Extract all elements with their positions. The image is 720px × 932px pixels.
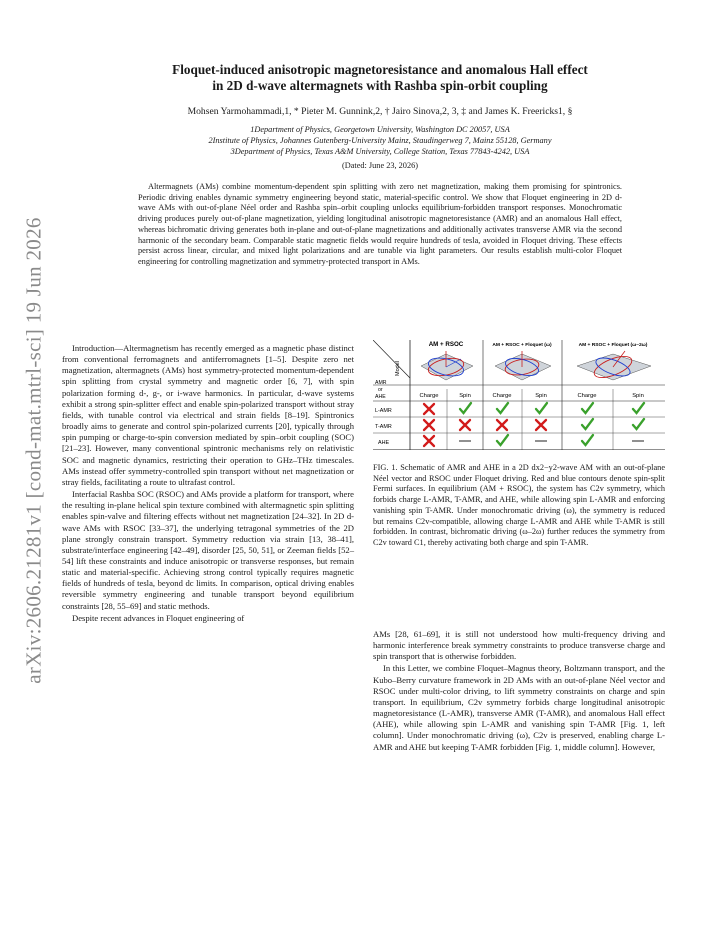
abstract-text: Altermagnets (AMs) combine momentum-dependent spin splitting with zero net magnetization, making them promising for spintronics. Periodic driving enables dynamic symmetry engineering beyond static, material-specific control. We show that Floquet engineering in 2D d-wave AMs with out-of-plane Néel order and Rashba spin–orbit coupling unlocks equilibrium-forbidden transport responses. Monochromatic driving produces purely out-of-plane magnetization, yielding longitudinal anisotropic magnetoresistance (AMR) and an anomalous Hall effect, whereas bichromatic driving generates both in-plane and out-of-plane magnetizations and additionally activates transverse AMR via the second harmonic of the secondary beam. Comparable static magnetic fields would require hundreds of tesla, avoided in Floquet driving. These effects persist across linear, circular, and mixed light polarizations and are tunable via light parameters. Our results establish multi-color Floquet engineering for controlling magnetization and symmetry-protected transport in AMs. xyxy=(138,182,622,266)
fermi-surface-panel-2 xyxy=(495,351,551,380)
affiliation-1: 1Department of Physics, Georgetown University, Washington DC 20057, USA xyxy=(250,125,510,134)
figure-1-schematic xyxy=(373,340,665,450)
paper-title xyxy=(90,62,670,94)
fig-cell-check-icon xyxy=(633,403,644,413)
figure-1-caption: FIG. 1. Schematic of AMR and AHE in a 2D dx2−y2-wave AM with an out-of-plane Néel vector and RSOC under Floquet driving. Red and blue contours denote spin-split Fermi surfaces. In equilibrium (AM + RSOC), the system has C2v symmetry, which forbids charge L-AMR, T-AMR, and AHE, while allowing spin L-AMR and enforcing vanishing spin T-AMR. Under monochromatic driving (ω), the symmetry is reduced but remains C2v-compatible, allowing charge L-AMR and AHE while T-AMR is still forbidden. In contrast, bichromatic driving (ω–2ω) further reduces the symmetry from C2v toward C1, thereby activating both charge and spin T-AMR. xyxy=(373,463,665,547)
fig-col-floquet-w2w: AM + RSOC + Floquet (ω–2ω) xyxy=(578,343,648,348)
fig-row-l-amr: L-AMR xyxy=(375,408,392,414)
arxiv-id-text: arXiv:2606.21281v1 [cond-mat.mtrl-sci] 19 Jun 2026 xyxy=(21,216,46,684)
fig-ahe-header-label: AHE xyxy=(375,394,386,400)
fig-charge-2: Charge xyxy=(492,393,512,399)
fig-spin-3: Spin xyxy=(632,393,644,399)
abstract xyxy=(138,182,622,268)
affiliations xyxy=(90,124,670,157)
title-line-2: in 2D d-wave altermagnets with Rashba spin-orbit coupling xyxy=(212,78,548,93)
fig-cell-check-icon xyxy=(582,419,593,429)
affiliation-2: 2Institute of Physics, Johannes Gutenberg-University Mainz, Staudingerweg 7, Mainz 55128, Germany xyxy=(208,136,552,145)
intro-paragraph: Introduction—Altermagnetism has recently emerged as a magnetic phase distinct from conventional ferromagnets and antiferromagnets [1–5]. Despite zero net magnetization, altermagnets (AMs) host symmetry-protected momentum-dependent spin splitting from crystal symmetry and magnetic order [6, 7], with spin polarization forming d-, g-, or i-wave harmonics. In particular, d-wave systems exhibit a strong spin-splitter effect and enable spin-polarized transport without stray fields, with tunable control via electrical and strain fields [8–19]. Spintronics broadly aims to generate and control spin-polarized currents [20], typically through spin pumping or charge-to-spin conversion mediated by spin–orbit coupling (SOC) [21–23]. However, many conventional spintronic mechanisms rely on relativistic SOC and magnetic dynamics, restricting their operation to GHz–THz timescales. AMs instead offer symmetry-controlled spin transport without net magnetization or stray fields, facilitating a route to ultrafast control. xyxy=(62,343,354,487)
figure-cell-marks xyxy=(424,403,644,446)
fig-cell-check-icon xyxy=(497,435,508,445)
fig-spin-2: Spin xyxy=(535,393,547,399)
fig-amr-label: AMR xyxy=(375,380,387,386)
right-paragraph-1: AMs [28, 61–69], it is still not understood how multi-frequency driving and harmonic interference break symmetry constraints to produce transverse charge and spin transport that is otherwise forbidden. xyxy=(373,629,665,662)
fig-charge-3: Charge xyxy=(577,393,597,399)
fig-cell-cross-icon xyxy=(460,420,470,430)
fig-col-floquet-w: AM + RSOC + Floquet (ω) xyxy=(492,343,552,348)
fig-col-am-rsoc: AM + RSOC xyxy=(428,341,464,348)
fig-cell-check-icon xyxy=(633,419,644,429)
right-column xyxy=(373,629,665,754)
fig-cell-check-icon xyxy=(460,403,471,413)
right-paragraph-2: In this Letter, we combine Floquet–Magnus theory, Boltzmann transport, and the Kubo–Berry curvature framework in 2D AMs with an out-of-plane Néel vector and RSOC under multi-color driving, to lift symmetry constraints on charge and spin transport. In equilibrium, C2v symmetry forbids charge longitudinal anisotropic magnetoresistance (L-AMR), transverse AMR (T-AMR), and anomalous Hall effect (AHE), while allowing spin L-AMR and vanishing spin T-AMR [Fig. 1, left column]. Under monochromatic driving (ω), C2v is preserved, enabling charge L-AMR and AHE but keeping T-AMR forbidden [Fig. 1, middle column]. However, xyxy=(373,663,665,752)
left-column xyxy=(62,343,354,625)
fig-model-label: Model xyxy=(395,361,401,376)
rsoc-paragraph: Interfacial Rashba SOC (RSOC) and AMs provide a platform for transport, where the resulting in-plane helical spin texture combined with altermagnetic spin splitting enables spin-valve and filtering effects without net magnetization [24–32]. In 2D d-wave AMs with RSOC [33–37], the underlying tetragonal symmetries of the 2D plane strongly constrain transport. Symmetry reduction via strain [13, 38–41], substrate/interface engineering [42–49], disorder [25, 50, 51], or Zeeman fields [52–54] lift these constraints and induce anisotropic or transverse responses, but remain static and material-specific. Achieving strong control typically requires magnetic fields of hundreds of tesla, beyond dc limits. In comparison, optical driving enables reversible symmetry engineering and tunable transport beyond equilibrium constraints [28, 55–69] and static methods. xyxy=(62,489,354,611)
date-line: (Dated: June 23, 2026) xyxy=(341,161,419,170)
fig-cell-cross-icon xyxy=(424,420,434,430)
fig-cell-check-icon xyxy=(536,403,547,413)
author-list: Mohsen Yarmohammadi,1, * Pieter M. Gunnink,2, † Jairo Sinova,2, 3, ‡ and James K. Freericks1, § xyxy=(187,106,573,117)
figure-1 xyxy=(373,340,665,450)
fig-row-t-amr: T-AMR xyxy=(375,424,392,430)
affiliation-3: 3Department of Physics, Texas A&M University, College Station, Texas 77843-4242, USA xyxy=(230,147,530,156)
fermi-surface-panel-3 xyxy=(577,351,651,382)
fig-cell-check-icon xyxy=(582,435,593,445)
fig-cell-cross-icon xyxy=(424,404,434,414)
arxiv-identifier xyxy=(14,190,54,710)
fig-cell-check-icon xyxy=(497,403,508,413)
fig-cell-cross-icon xyxy=(424,436,434,446)
fermi-surface-panel-1 xyxy=(421,351,473,380)
title-line-1: Floquet-induced anisotropic magnetoresistance and anomalous Hall effect xyxy=(172,62,588,77)
fig-spin-1: Spin xyxy=(459,393,471,399)
fig-cell-cross-icon xyxy=(536,420,546,430)
fig-cell-check-icon xyxy=(582,403,593,413)
fig-cell-cross-icon xyxy=(497,420,507,430)
fig-row-ahe: AHE xyxy=(378,440,390,446)
fig-charge-1: Charge xyxy=(419,393,439,399)
floquet-paragraph-start: Despite recent advances in Floquet engineering of xyxy=(72,612,245,623)
fig-or-label: or xyxy=(378,387,383,393)
